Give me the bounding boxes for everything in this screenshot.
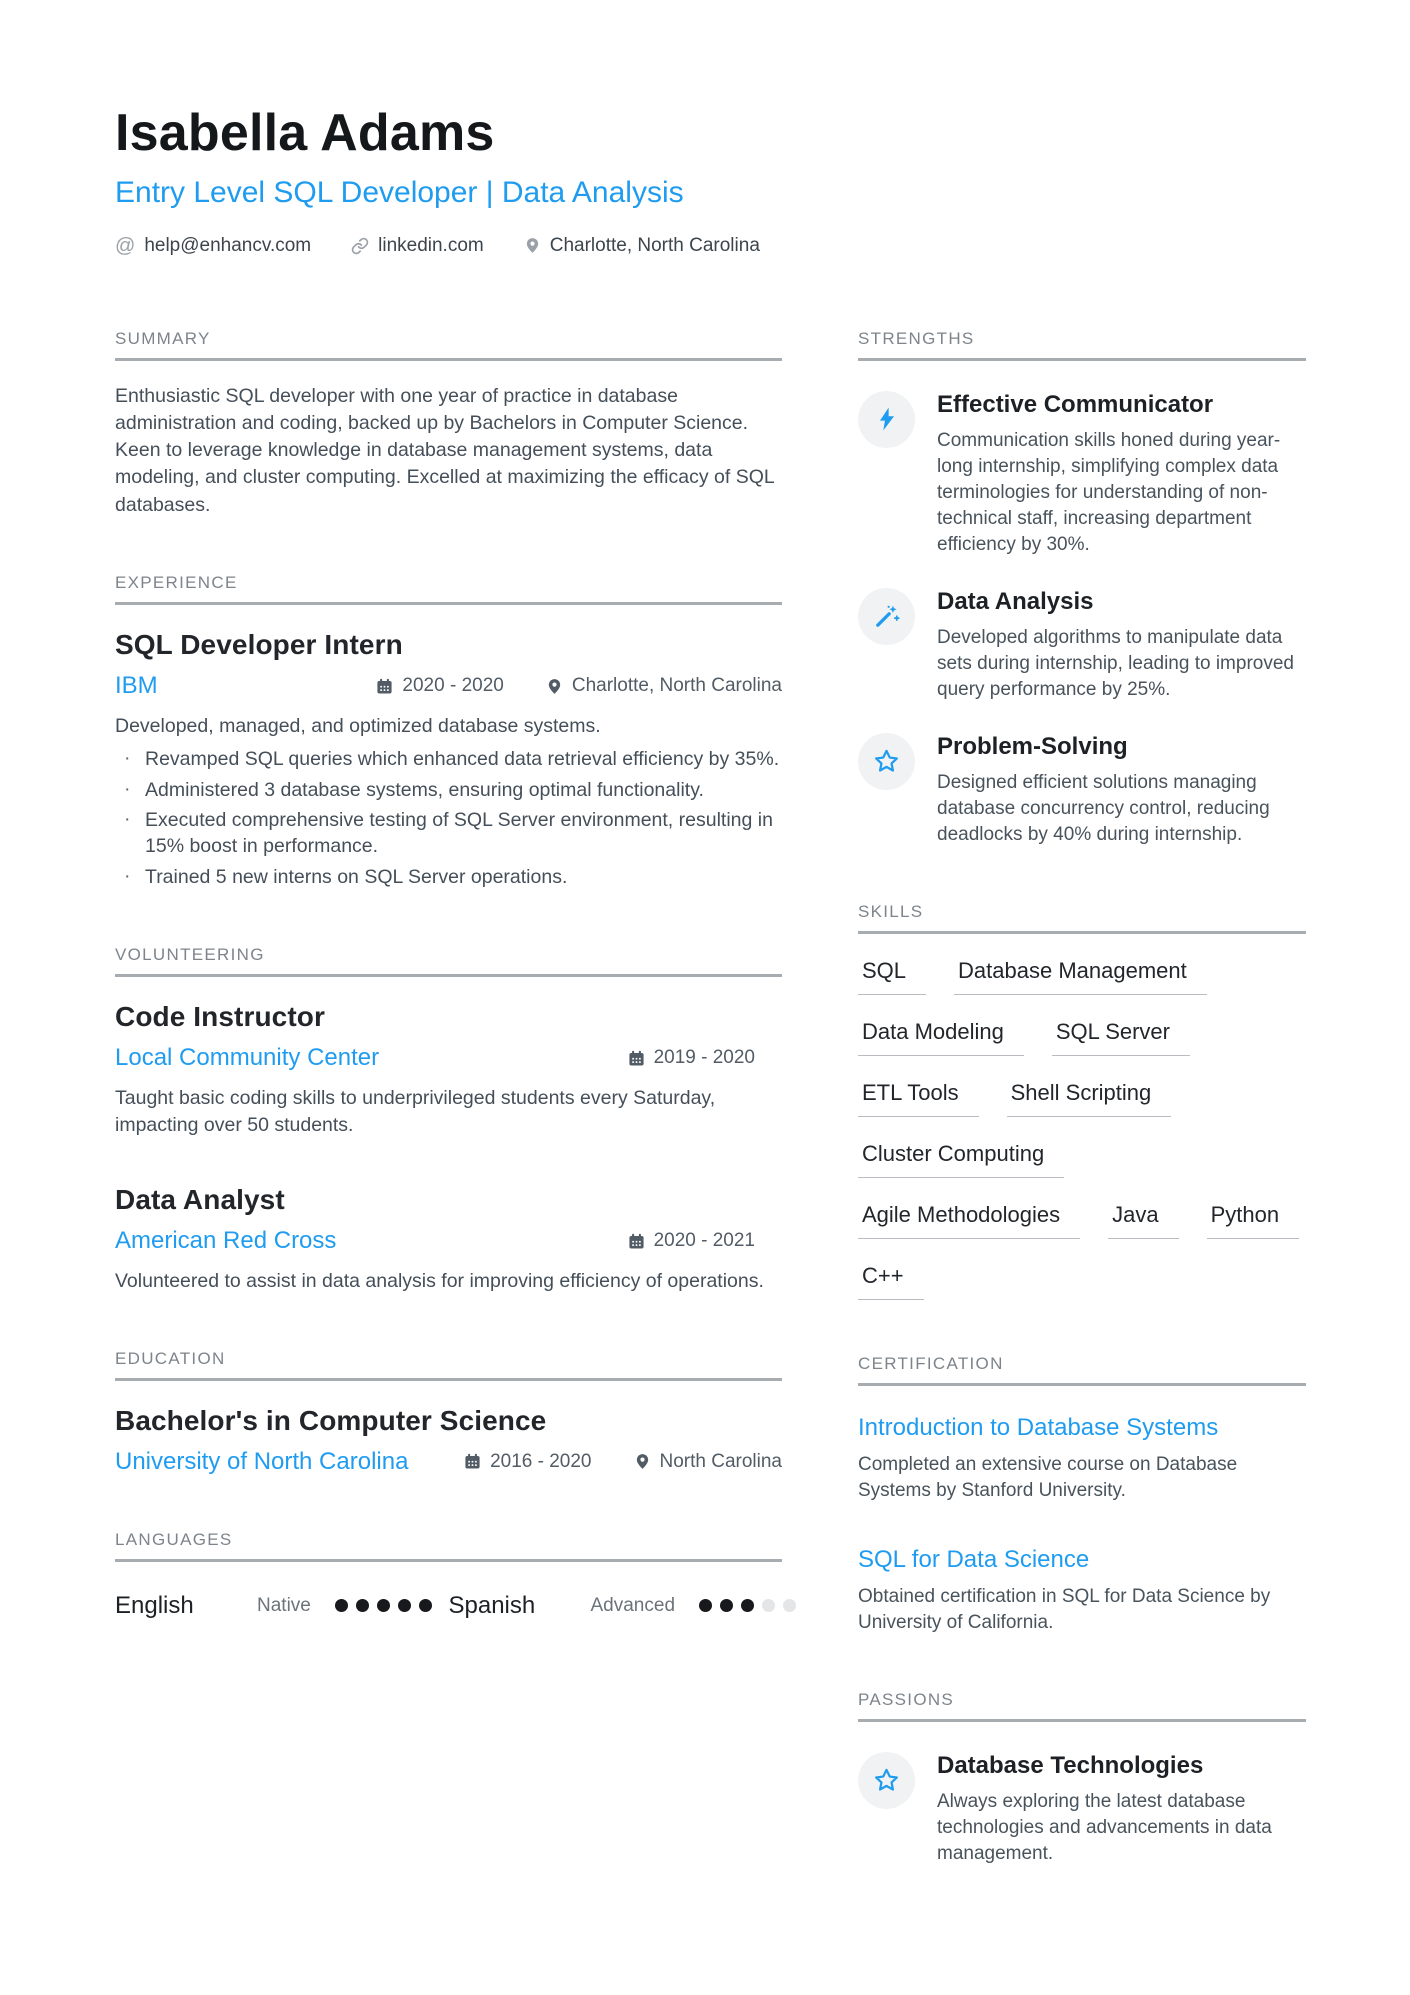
job-bullets: [115, 747, 782, 892]
education-dates: [464, 1451, 591, 1473]
role-dates-text: 2019 - 2020: [653, 1047, 755, 1069]
card-title: Effective Communicator: [937, 390, 1214, 418]
star-icon: [858, 733, 915, 790]
job-location-text: Charlotte, North Carolina: [571, 675, 782, 697]
card-body: [937, 1752, 1306, 1867]
proficiency-dot: [419, 1599, 432, 1612]
star-icon: [858, 1752, 915, 1809]
education-location-text: North Carolina: [659, 1450, 782, 1472]
summary-text: Enthusiastic SQL developer with one year of practice in database administration and coding, backed up by Bachelors in Computer Science. Keen to leverage knowledge in database management systems, data modeling, and cluster computing. Excelled at maximizing the efficacy of SQL databases.: [115, 384, 774, 516]
calendar-icon: [376, 678, 393, 695]
skill-row: [858, 958, 1306, 995]
certification-description: Completed an extensive course on Database Systems by Stanford University.: [858, 1453, 1238, 1501]
languages-section: [115, 1530, 782, 1620]
job-meta: [115, 672, 782, 700]
job-bullet: · Executed comprehensive testing of SQL Server environment, resulting in 15% boost in performance.: [115, 808, 782, 860]
card-description: Communication skills honed during year-long internship, simplifying complex data terminologies for understanding of non-technical staff, increasing department efficiency by 30%.: [937, 429, 1281, 555]
contact-row: [115, 235, 1306, 257]
card-body: [937, 391, 1306, 558]
proficiency-dot: [720, 1599, 733, 1612]
job-location: [546, 675, 782, 697]
location-item: [524, 235, 760, 257]
job-dates: [376, 675, 503, 697]
resume-header: [0, 0, 1410, 257]
volunteering-entries: [115, 1001, 782, 1295]
email-link[interactable]: [115, 235, 311, 257]
skill-row: [858, 1019, 1306, 1056]
job-title: SQL Developer Intern: [115, 629, 403, 661]
role-description: Taught basic coding skills to underprivileged students every Saturday, impacting over 50 students.: [115, 1087, 716, 1136]
skills-heading: SKILLS: [858, 902, 1306, 934]
education-meta: [115, 1448, 782, 1476]
card-description: Always exploring the latest database technologies and advancements in data management.: [937, 1790, 1272, 1864]
certification-item: [858, 1414, 1306, 1504]
skill-row: [858, 1141, 1306, 1178]
left-column: [115, 329, 782, 1620]
magic-wand-icon: [858, 588, 915, 645]
certification-title[interactable]: SQL for Data Science: [858, 1545, 1090, 1573]
certification-heading: CERTIFICATION: [858, 1354, 1306, 1386]
right-column: [858, 329, 1306, 1867]
location-pin-icon: [546, 678, 563, 695]
calendar-icon: [464, 1453, 481, 1470]
job-bullet: · Trained 5 new interns on SQL Server operations.: [115, 865, 782, 891]
strengths-section: [858, 329, 1306, 848]
languages-heading: LANGUAGES: [115, 1530, 782, 1562]
skill-tag: Java: [1108, 1202, 1178, 1239]
role-meta: [115, 1044, 782, 1072]
skill-tag: ETL Tools: [858, 1080, 979, 1117]
school-link[interactable]: University of North Carolina: [115, 1447, 409, 1475]
person-name: Isabella Adams: [115, 104, 495, 162]
linkedin-text: linkedin.com: [378, 234, 484, 256]
strengths-heading: STRENGTHS: [858, 329, 1306, 361]
proficiency-dot: [783, 1599, 796, 1612]
skill-tag: Shell Scripting: [1007, 1080, 1172, 1117]
calendar-icon: [628, 1233, 645, 1250]
degree-title: Bachelor's in Computer Science: [115, 1404, 547, 1436]
passions-section: [858, 1690, 1306, 1867]
proficiency-dot: [699, 1599, 712, 1612]
skill-row: [858, 1080, 1306, 1117]
summary-section: [115, 329, 782, 519]
role-title: Data Analyst: [115, 1184, 285, 1216]
proficiency-dot: [398, 1599, 411, 1612]
language-item: [115, 1592, 449, 1620]
role-title: Code Instructor: [115, 1001, 325, 1033]
linkedin-link[interactable]: [351, 235, 484, 257]
lightning-icon: [858, 391, 915, 448]
certification-title[interactable]: Introduction to Database Systems: [858, 1413, 1219, 1441]
skill-tag: Database Management: [954, 958, 1207, 995]
skill-tag: Python: [1207, 1202, 1300, 1239]
organization-link[interactable]: Local Community Center: [115, 1044, 380, 1072]
skill-row: [858, 1263, 1306, 1300]
company-link[interactable]: IBM: [115, 672, 158, 700]
experience-entries: [115, 629, 782, 891]
card-title: Problem-Solving: [937, 732, 1128, 760]
skill-tag: Data Modeling: [858, 1019, 1024, 1056]
passions-list: [858, 1752, 1306, 1867]
skill-tag: Agile Methodologies: [858, 1202, 1080, 1239]
organization-link[interactable]: American Red Cross: [115, 1227, 337, 1255]
at-icon: @: [115, 234, 136, 257]
job-dates-text: 2020 - 2020: [402, 675, 504, 697]
skills-section: [858, 902, 1306, 1300]
job-bullet: · Administered 3 database systems, ensuring optimal functionality.: [115, 778, 782, 804]
job-headline: Entry Level SQL Developer | Data Analysis: [115, 175, 684, 209]
card-body: [937, 588, 1306, 703]
proficiency-dot: [762, 1599, 775, 1612]
role-dates-text: 2020 - 2021: [653, 1230, 755, 1252]
card-title: Database Technologies: [937, 1751, 1204, 1779]
strengths-list: [858, 391, 1306, 848]
certification-description: Obtained certification in SQL for Data Science by University of California.: [858, 1585, 1271, 1633]
education-heading: EDUCATION: [115, 1349, 782, 1381]
role-dates: [628, 1047, 755, 1069]
experience-section: [115, 573, 782, 891]
job-bullet: · Revamped SQL queries which enhanced data retrieval efficiency by 35%.: [115, 747, 782, 773]
language-item: [449, 1592, 783, 1620]
education-entry: [115, 1405, 782, 1476]
proficiency-dots: [335, 1599, 432, 1612]
experience-entry: [115, 629, 782, 891]
calendar-icon: [628, 1050, 645, 1067]
card-item: [858, 588, 1306, 703]
language-name: Spanish: [448, 1591, 536, 1619]
role-description: Volunteered to assist in data analysis for improving efficiency of operations.: [115, 1270, 764, 1293]
location-pin-icon: [524, 237, 541, 254]
skill-tag: Cluster Computing: [858, 1141, 1064, 1178]
proficiency-dot: [335, 1599, 348, 1612]
skill-tag: SQL: [858, 958, 926, 995]
volunteering-heading: VOLUNTEERING: [115, 945, 782, 977]
job-summary: Developed, managed, and optimized database systems.: [115, 715, 601, 738]
proficiency-dot: [741, 1599, 754, 1612]
location-pin-icon: [634, 1453, 651, 1470]
volunteering-entry: [115, 1184, 782, 1295]
certification-section: [858, 1354, 1306, 1636]
certification-item: [858, 1546, 1306, 1636]
language-level: Advanced: [590, 1594, 676, 1616]
proficiency-dot: [356, 1599, 369, 1612]
skill-row: [858, 1202, 1306, 1239]
role-dates: [628, 1230, 755, 1252]
proficiency-dot: [377, 1599, 390, 1612]
volunteering-section: [115, 945, 782, 1295]
link-icon: [351, 237, 369, 255]
experience-heading: EXPERIENCE: [115, 573, 782, 605]
summary-heading: SUMMARY: [115, 329, 782, 361]
education-dates-text: 2016 - 2020: [490, 1450, 592, 1472]
education-location: [634, 1451, 783, 1473]
content-columns: [0, 329, 1410, 1867]
certification-list: [858, 1414, 1306, 1636]
language-name: English: [115, 1591, 194, 1619]
card-item: [858, 1752, 1306, 1867]
role-meta: [115, 1227, 782, 1255]
card-body: [937, 733, 1306, 848]
skills-list: [858, 958, 1306, 1300]
card-item: [858, 733, 1306, 848]
skill-tag: SQL Server: [1052, 1019, 1190, 1056]
card-title: Data Analysis: [937, 587, 1094, 615]
email-text: help@enhancv.com: [144, 234, 312, 256]
location-text: Charlotte, North Carolina: [549, 234, 760, 256]
passions-heading: PASSIONS: [858, 1690, 1306, 1722]
education-section: [115, 1349, 782, 1476]
proficiency-dots: [699, 1599, 796, 1612]
language-level: Native: [257, 1594, 311, 1616]
skill-tag: C++: [858, 1263, 924, 1300]
card-description: Developed algorithms to manipulate data sets during internship, leading to improved query performance by 25%.: [937, 626, 1294, 700]
card-item: [858, 391, 1306, 558]
languages-row: [115, 1592, 782, 1620]
volunteering-entry: [115, 1001, 782, 1138]
card-description: Designed efficient solutions managing database concurrency control, reducing deadlocks by 40% during internship.: [937, 771, 1270, 845]
